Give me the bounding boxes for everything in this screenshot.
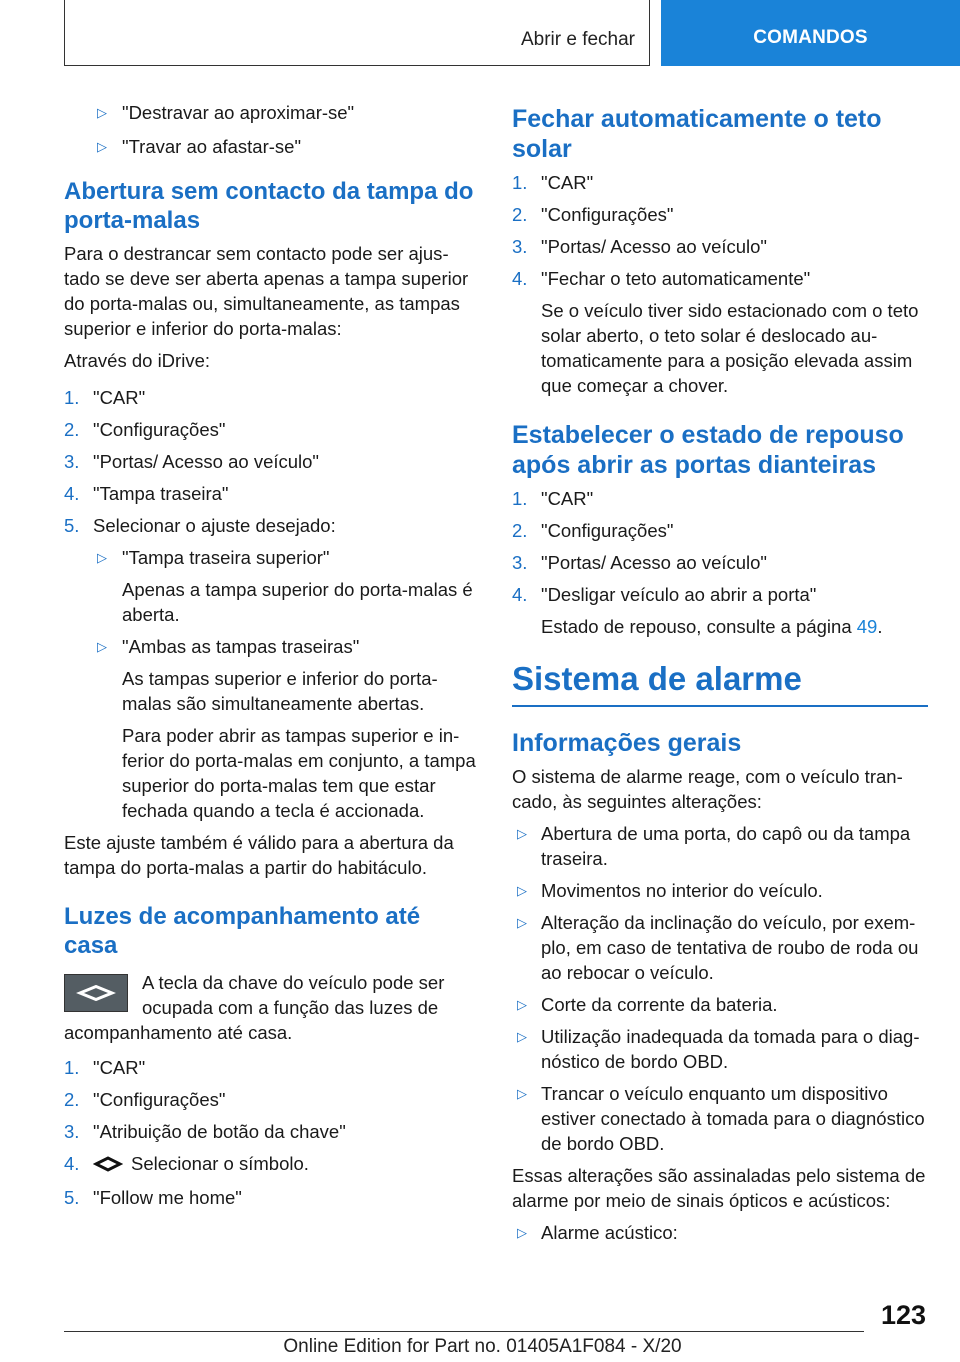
list-item: 4. "Desligar veículo ao abrir a porta" — [512, 584, 817, 605]
section-heading: Informações gerais — [512, 729, 742, 757]
list-item: 2. "Configurações" — [512, 520, 674, 541]
section-heading: Abertura sem contacto da tampa do porta-malas — [64, 178, 474, 234]
list-item: 3. "Portas/ Acesso ao veículo" — [64, 451, 320, 472]
list-item: ▷ Alarme acústico: — [512, 1220, 928, 1245]
list-item: 1. "CAR" — [64, 1057, 146, 1078]
paragraph: As tampas superior e inferior do porta-malas são simultaneamente abertas. — [122, 668, 438, 714]
paragraph: Para o destrancar sem contacto pode ser ajustado se deve ser aberta apenas a tampa superior do porta-malas ou, simultaneamente, as tampas superior e inferior do porta-malas: — [64, 243, 469, 339]
footer-edition: Online Edition for Part no. 01405A1F084 - X/20 — [283, 1336, 682, 1357]
list-item: ▷ "Ambas as tampas traseiras" — [64, 634, 478, 659]
triangle-bullet-icon: ▷ — [97, 105, 107, 120]
triangle-bullet-icon: ▷ — [517, 826, 527, 841]
paragraph: O sistema de alarme reage, com o veículo trancado, às seguintes alterações: — [512, 766, 903, 812]
page-number: 123 — [880, 1300, 926, 1330]
list-item: ▷ "Tampa traseira superior" — [64, 545, 478, 570]
list-item: 1. "CAR" — [512, 488, 594, 509]
triangle-bullet-icon: ▷ — [97, 550, 107, 565]
section-heading: Luzes de acompanhamento até casa — [64, 903, 421, 959]
list-item: ▷ Corte da corrente da bateria. — [512, 992, 928, 1017]
triangle-bullet-icon: ▷ — [517, 915, 527, 930]
paragraph: Para poder abrir as tampas superior e inferior do porta-malas em conjunto, a tampa superior do porta-malas tem que estar fechada quando a tecla é accionada. — [122, 725, 476, 821]
section-heading: Estabelecer o estado de repouso após abrir as portas dianteiras — [512, 421, 904, 479]
key-paragraph: A tecla da chave do veículo pode ser ocupada com a função das luzes de acompanhamento até casa. — [64, 972, 445, 1043]
key-button-icon — [64, 974, 128, 1012]
triangle-bullet-icon: ▷ — [517, 883, 527, 898]
paragraph: Se o veículo tiver sido estacionado com o teto solar aberto, o teto solar é deslocado automaticamente para a posição elevada assim que começar a chover. — [541, 300, 919, 396]
list-item: 3. "Atribuição de botão da chave" — [64, 1121, 346, 1142]
section-title: Abrir e fechar — [520, 29, 635, 50]
list-item: ▷ "Travar ao afastar-se" — [64, 134, 478, 159]
chapter-heading: Sistema de alarme — [512, 660, 802, 697]
triangle-bullet-icon: ▷ — [517, 1086, 527, 1101]
paragraph: Apenas a tampa superior do porta-malas é aberta. — [122, 579, 473, 625]
triangle-bullet-icon: ▷ — [517, 997, 527, 1012]
left-column — [64, 100, 478, 1217]
page-reference-link[interactable]: 49 — [856, 616, 878, 637]
list-item: 4. "Tampa traseira" — [64, 483, 229, 504]
chapter-tab: COMANDOS — [661, 0, 960, 66]
list-item: ▷ Utilização inadequada da tomada para o diagnóstico de bordo OBD. — [512, 1024, 928, 1074]
triangle-bullet-icon: ▷ — [97, 639, 107, 654]
list-item: 3. "Portas/ Acesso ao veículo" — [512, 236, 768, 257]
list-item: 5. "Follow me home" — [64, 1186, 242, 1208]
paragraph: Estado de repouso, consulte a página 49. — [541, 616, 883, 637]
heading-divider — [512, 705, 928, 707]
triangle-bullet-icon: ▷ — [97, 139, 107, 154]
list-item: 1. "CAR" — [64, 387, 146, 408]
triangle-bullet-icon: ▷ — [517, 1225, 527, 1240]
list-item: ▷ Abertura de uma porta, do capô ou da tampa traseira. — [512, 821, 928, 871]
header-section-box — [64, 0, 650, 66]
list-item: 1. "CAR" — [512, 172, 594, 193]
list-item: ▷ Movimentos no interior do veículo. — [512, 878, 928, 903]
paragraph: Essas alterações são assinaladas pelo sistema de alarme por meio de sinais ópticos e acústicos: — [512, 1165, 926, 1211]
list-item: ▷ Alteração da inclinação do veículo, por exemplo, em caso de tentativa de roubo de roda ou ao rebocar o veículo. — [512, 910, 928, 985]
section-heading: Fechar automaticamente o teto solar — [512, 105, 882, 163]
footer-divider — [64, 1331, 864, 1332]
list-item: 2. "Configurações" — [64, 1089, 226, 1110]
triangle-bullet-icon: ▷ — [517, 1029, 527, 1044]
list-item: 4. Selecionar o símbolo. — [64, 1151, 478, 1178]
list-item: 2. "Configurações" — [512, 204, 674, 225]
paragraph: Através do iDrive: — [64, 350, 210, 371]
list-item: 2. "Configurações" — [64, 419, 226, 440]
list-item: 4. "Fechar o teto automaticamente" — [512, 268, 811, 289]
paragraph: Este ajuste também é válido para a abertura da tampa do porta-malas a partir do habitáculo. — [64, 832, 454, 878]
list-item: 3. "Portas/ Acesso ao veículo" — [512, 552, 768, 573]
list-item: ▷ "Destravar ao aproximar-se" — [64, 100, 478, 125]
list-item: 5. Selecionar o ajuste desejado: — [64, 515, 336, 536]
follow-me-home-symbol-icon — [93, 1153, 123, 1178]
right-column — [512, 100, 928, 1252]
list-item: ▷ Trancar o veículo enquanto um dispositivo estiver conectado à tomada para o diagnóstico de bordo OBD. — [512, 1081, 928, 1156]
